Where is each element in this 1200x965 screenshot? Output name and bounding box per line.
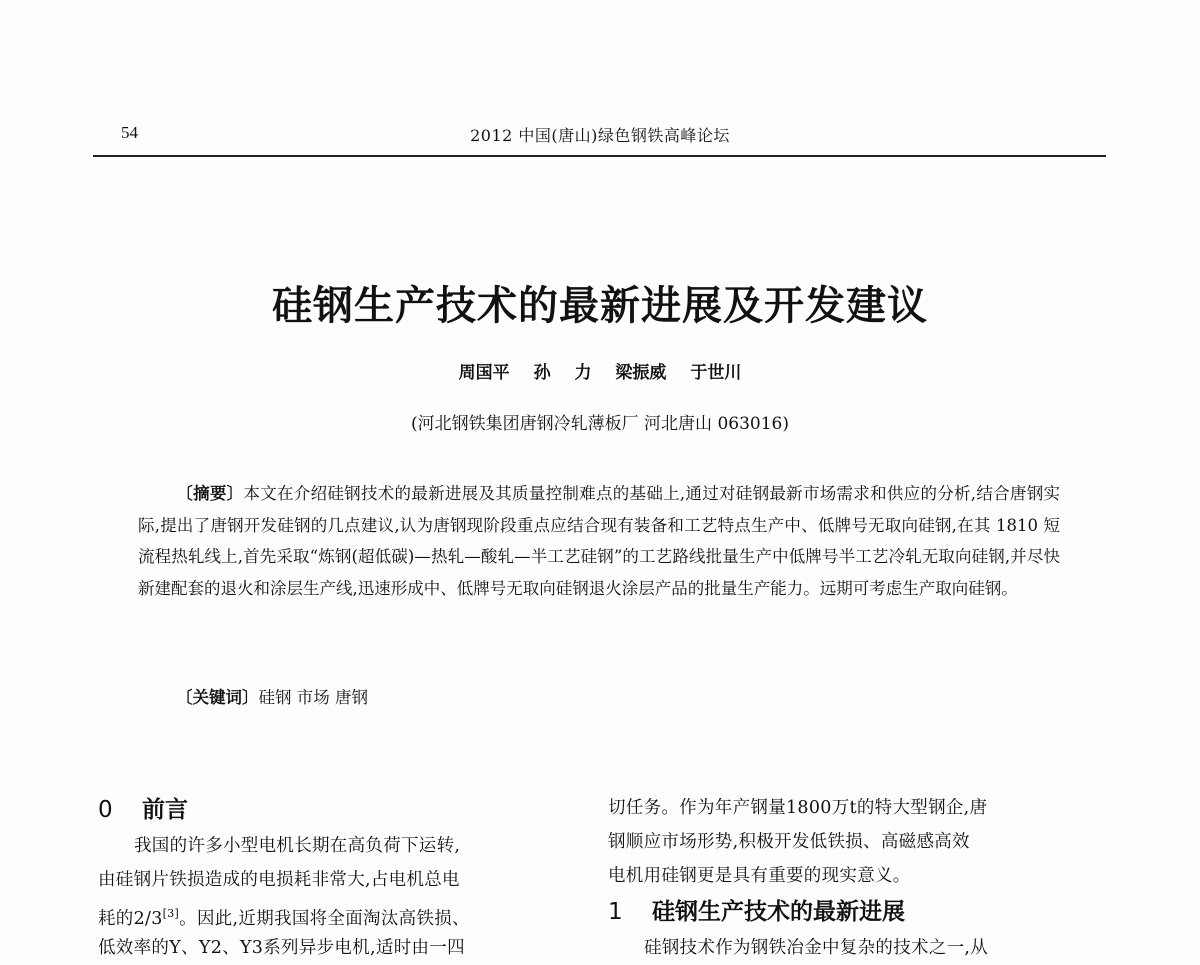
abstract-label: 〔摘要〕 xyxy=(176,484,244,503)
author-list: 周国平 孙 力 梁振威 于世川 xyxy=(458,363,742,383)
running-header-title: 2012 中国(唐山)绿色钢铁高峰论坛 xyxy=(470,126,730,145)
body-line: 钢顺应市场形势,积极开发低铁损、高磁感高效 xyxy=(608,832,970,852)
section-title-0: 前言 xyxy=(142,797,188,823)
citation: [3] xyxy=(162,907,180,920)
keywords-text: 硅钢 市场 唐钢 xyxy=(258,688,368,707)
affiliation: (河北钢铁集团唐钢冷轧薄板厂 河北唐山 063016) xyxy=(411,414,789,434)
section-title-1: 硅钢生产技术的最新进展 xyxy=(652,899,905,925)
abstract-text: 本文在介绍硅钢技术的最新进展及其质量控制难点的基础上,通过对硅钢最新市场需求和供应的分析,结合唐钢实际,提出了唐钢开发硅钢的几点建议,认为唐钢现阶段重点应结合现有装备和工艺特点生产中、低牌号无取向硅钢,在其 1810 短流程热轧线上,首先采取“炼钢(超低碳)—热轧—酸轧—半工艺硅钢”的工艺路线批量生产中低牌号半工艺冷轧无取向硅钢,并尽快新建配套的退火和涂层生产线,迅速形成中、低牌号无取向硅钢退火涂层产品的批量生产能力。远期可考虑生产取向硅钢。 xyxy=(138,484,1060,598)
keywords xyxy=(176,684,368,708)
section-heading-1 xyxy=(608,893,1108,931)
section-number-1: 1 xyxy=(608,899,623,925)
body-line: 硅钢技术作为钢铁冶金中复杂的技术之一,从 xyxy=(644,938,989,958)
abstract xyxy=(138,478,1060,604)
body-line: 我国的许多小型电机长期在高负荷下运转, xyxy=(134,836,461,856)
body-line: 电机用硅钢更是具有重要的现实意义。 xyxy=(608,866,911,886)
body-line: 低效率的Y、Y2、Y3系列异步电机,适时由一四 xyxy=(98,938,465,958)
section-number-0: 0 xyxy=(98,797,113,823)
body-line: 切任务。作为年产钢量1800万t的特大型钢企,唐 xyxy=(608,798,988,818)
paper-title: 硅钢生产技术的最新进展及开发建议 xyxy=(272,283,928,329)
body-text: 。因此,近期我国将全面淘汰高铁损、 xyxy=(179,908,470,929)
left-column xyxy=(98,791,578,965)
keywords-label: 〔关键词〕 xyxy=(176,688,259,707)
body-line: 由硅钢片铁损造成的电损耗非常大,占电机总电 xyxy=(98,870,460,890)
header-rule xyxy=(93,155,1106,157)
page-number: 54 xyxy=(121,123,138,142)
body-text: 耗的2/3 xyxy=(98,908,163,929)
body-line xyxy=(98,897,578,931)
right-column xyxy=(608,791,1108,965)
section-heading-0 xyxy=(98,791,578,829)
